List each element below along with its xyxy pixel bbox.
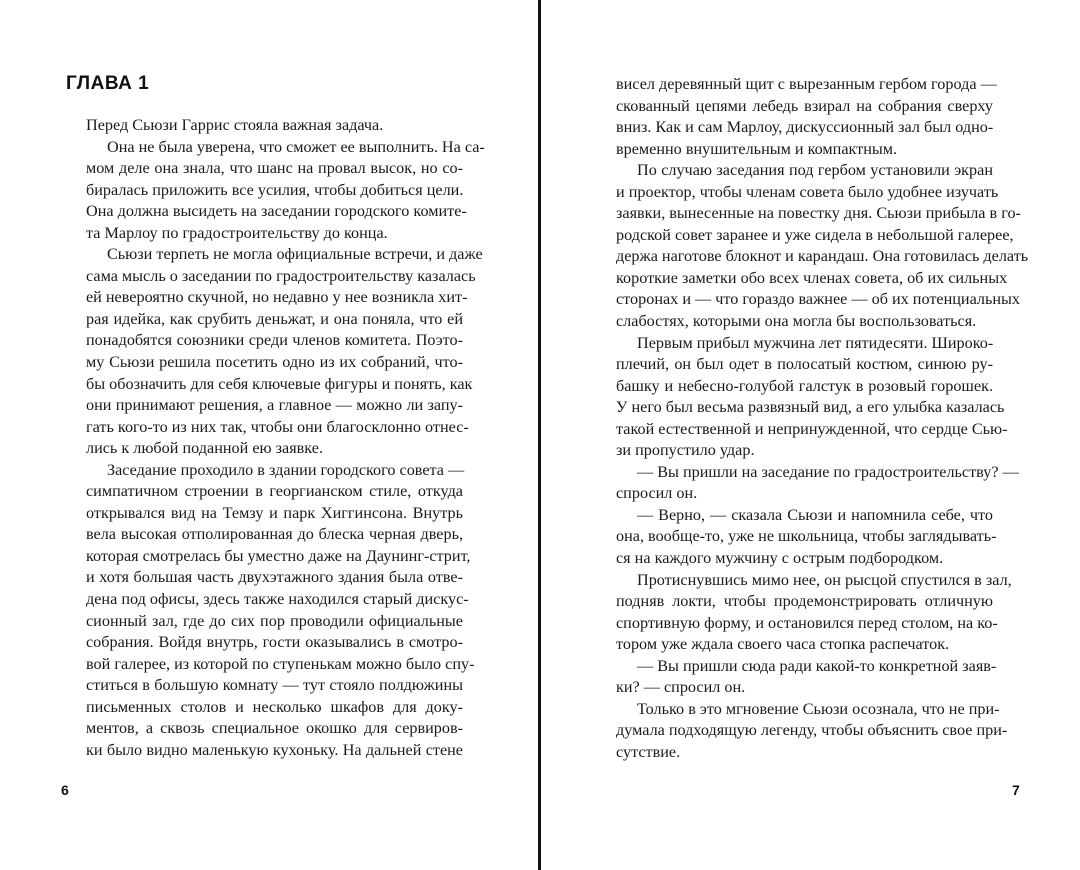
- text-line: биралась приложить все усилия, чтобы добиться цели.: [86, 180, 464, 199]
- text-line: му Сьюзи решила посетить одно из их собраний, что-: [86, 353, 463, 372]
- text-line: скованный цепями лебедь взирал на собрания сверху: [616, 96, 993, 115]
- text-line: она, вообще-то, уже не школьница, чтобы заглядывать-: [616, 527, 997, 546]
- text-line: По случаю заседания под гербом установили экран: [637, 161, 993, 180]
- text-line: тором уже ждала своего часа стопка распечаток.: [616, 635, 950, 654]
- text-line: такой естественной и непринужденной, что сердце Сью-: [616, 419, 1008, 438]
- text-line: Перед Сьюзи Гаррис стояла важная задача.: [86, 116, 384, 134]
- text-line: открывался вид на Темзу и парк Хиггинсона. Внутрь: [86, 503, 463, 522]
- text-line: вой галерее, из которой по ступенькам можно было спу-: [86, 654, 475, 673]
- text-line: — Вы пришли на заседание по градостроительству? —: [637, 462, 1019, 481]
- text-line: держа наготове блокнот и карандаш. Она готовилась делать: [616, 247, 1029, 266]
- text-line: временно внушительным и компактным.: [616, 139, 898, 158]
- text-line: они принимают решения, а главное — можно ли запу-: [86, 396, 463, 415]
- text-line: вела высокая отполированная до блеска черная дверь,: [86, 525, 463, 544]
- text-line: ки было видно маленькую кухоньку. На дальней стене: [86, 740, 463, 759]
- text-line: Она не была уверена, что сможет ее выполнить. На са-: [107, 137, 485, 156]
- text-line: бы обозначить для себя ключевые фигуры и понять, как: [86, 374, 473, 393]
- text-line: письменных столов и несколько шкафов для доку-: [86, 697, 463, 716]
- text-line: зи пропустило удар.: [616, 441, 755, 460]
- text-line: ки? — спросил он.: [616, 678, 746, 697]
- text-line: ся на каждого мужчину с острым подбородком.: [616, 549, 944, 568]
- text-line: подняв локти, чтобы продемонстрировать отличную: [616, 592, 993, 611]
- text-line: и хотя большая часть двухэтажного здания была отве-: [86, 568, 463, 587]
- text-line: ментов, а сквозь специальное окошко для сервиров-: [86, 719, 463, 738]
- text-line: лись к любой поданной ею заявке.: [86, 439, 324, 458]
- text-line: мом деле она знала, что шанс на провал высок, но со-: [86, 159, 463, 178]
- text-line: ей невероятно скучной, но недавно у нее возникла хит-: [86, 288, 468, 307]
- right-page-text: [616, 74, 1029, 764]
- text-line: Она должна высидеть на заседании городского комите-: [86, 202, 467, 221]
- right-page: [541, 0, 1080, 870]
- page-number-right: 7: [1012, 782, 1020, 798]
- text-line: башку и небесно-голубой галстук в розовый горошек.: [616, 376, 993, 395]
- text-line: которая смотрелась бы уместно даже на Даунинг-стрит,: [86, 546, 471, 565]
- text-line: думала подходящую легенду, чтобы объяснить свое при-: [616, 721, 1008, 740]
- text-line: У него был весьма развязный вид, а его улыбка казалась: [616, 398, 1005, 417]
- text-line: спортивную форму, и остановился перед столом, на ко-: [616, 613, 998, 632]
- text-line: ститься в большую комнату — тут стояло полдюжины: [86, 676, 463, 695]
- text-line: висел деревянный щит с вырезанным гербом города —: [616, 75, 997, 93]
- page-number-left: 6: [61, 782, 69, 798]
- text-line: вниз. Как и сам Марлоу, дискуссионный зал был одно-: [616, 118, 994, 137]
- text-line: сионный зал, где до сих пор проводили официальные: [86, 611, 463, 630]
- text-line: — Верно, — сказала Сьюзи и напомнила себе, что: [637, 505, 993, 524]
- text-line: симпатичном строении в георгианском стиле, откуда: [86, 482, 463, 501]
- text-line: дена под офисы, здесь также находился старый дискус-: [86, 590, 469, 609]
- chapter-title: ГЛАВА 1: [66, 73, 150, 94]
- text-line: Только в это мгновение Сьюзи осознала, что не при-: [637, 699, 1000, 718]
- text-line: рая идейка, как срубить деньжат, и она поняла, что ей: [86, 309, 463, 328]
- text-line: сторонах и — что гораздо важнее — об их потенциальных: [616, 290, 1020, 309]
- text-line: плечий, он был одет в полосатый костюм, синюю ру-: [616, 355, 993, 374]
- text-line: сама мысль о заседании по градостроительству казалась: [86, 266, 476, 285]
- text-line: и проектор, чтобы членам совета было удобнее изучать: [616, 182, 999, 201]
- text-line: Сьюзи терпеть не могла официальные встречи, и даже: [107, 245, 483, 264]
- text-line: спросил он.: [616, 484, 698, 503]
- text-line: — Вы пришли сюда ради какой-то конкретной заяв-: [637, 656, 997, 675]
- text-line: Заседание проходило в здании городского совета —: [107, 460, 465, 479]
- text-line: короткие заметки обо всех членах совета, об их сильных: [616, 268, 1008, 287]
- text-line: Первым прибыл мужчина лет пятидесяти. Широко-: [637, 333, 994, 352]
- left-page-text: [86, 115, 485, 761]
- text-line: Протиснувшись мимо нее, он рысцой спустился в зал,: [637, 570, 1012, 589]
- text-line: родской совет заранее и уже сидела в небольшой галерее,: [616, 225, 1014, 244]
- text-line: заявки, вынесенные на повестку дня. Сьюзи прибыла в го-: [616, 204, 1021, 223]
- text-line: гать кого-то из них так, чтобы они благосклонно отнес-: [86, 417, 469, 436]
- text-line: понадобятся союзники среди членов комитета. Поэто-: [86, 331, 463, 350]
- text-line: сутствие.: [616, 742, 681, 761]
- text-line: та Марлоу по градостроительству до конца.: [86, 223, 388, 242]
- text-line: собрания. Войдя внутрь, гости оказывались в смотро-: [86, 633, 463, 652]
- left-page: [0, 0, 538, 870]
- text-line: слабостях, которыми она могла бы воспользоваться.: [616, 312, 977, 331]
